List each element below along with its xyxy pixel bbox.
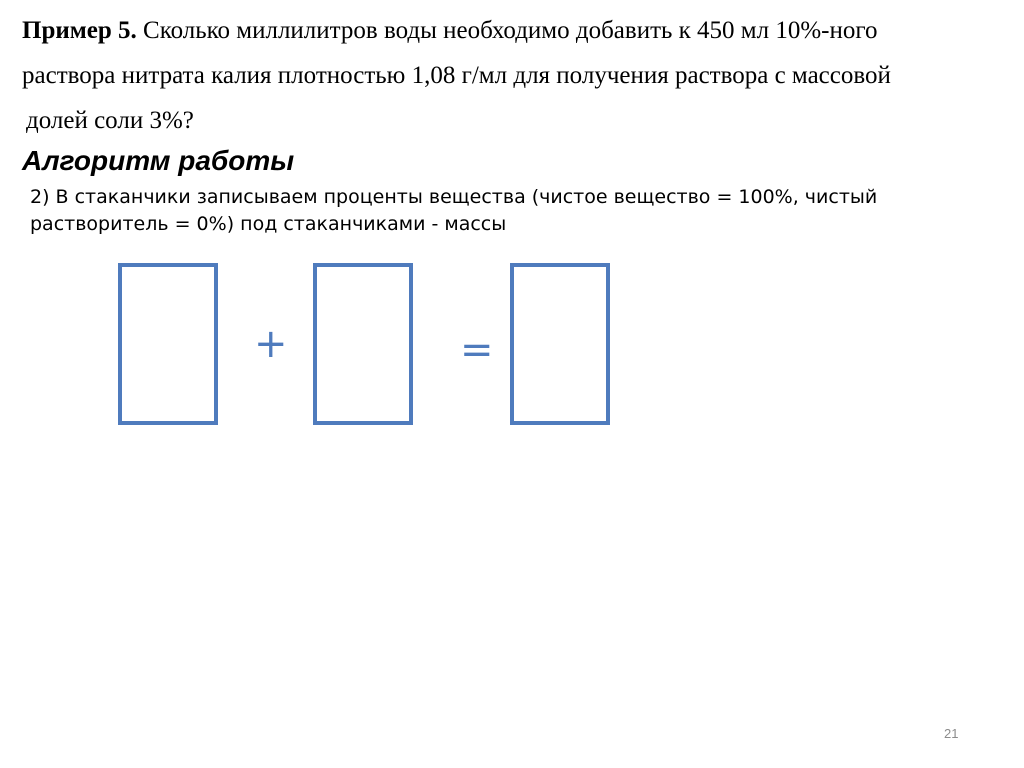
problem-statement (22, 8, 1012, 143)
step-line-2: растворитель = 0%) под стаканчиками - массы (30, 213, 507, 235)
cup-box-first (118, 263, 218, 425)
slide-number: 21 (944, 726, 959, 741)
problem-line-1 (22, 8, 1012, 53)
equals-sign: = (460, 327, 494, 373)
cup-box-result (510, 263, 610, 425)
cup-box-second (313, 263, 413, 425)
problem-line-2: раствора нитрата калия плотностью 1,08 г/мл для получения раствора с массовой (22, 62, 891, 89)
plus-sign: + (254, 321, 288, 367)
algorithm-heading: Алгоритм работы (22, 145, 295, 176)
step-line-1: 2) В стаканчики записываем проценты вещества (чистое вещество = 100%, чистый (30, 186, 878, 208)
example-label: Пример 5. (22, 17, 137, 44)
problem-line-3: долей соли 3%? (26, 107, 194, 134)
step-instruction (30, 184, 990, 238)
problem-text-1: Сколько миллилитров воды необходимо добавить к 450 мл 10%-ного (136, 17, 878, 44)
